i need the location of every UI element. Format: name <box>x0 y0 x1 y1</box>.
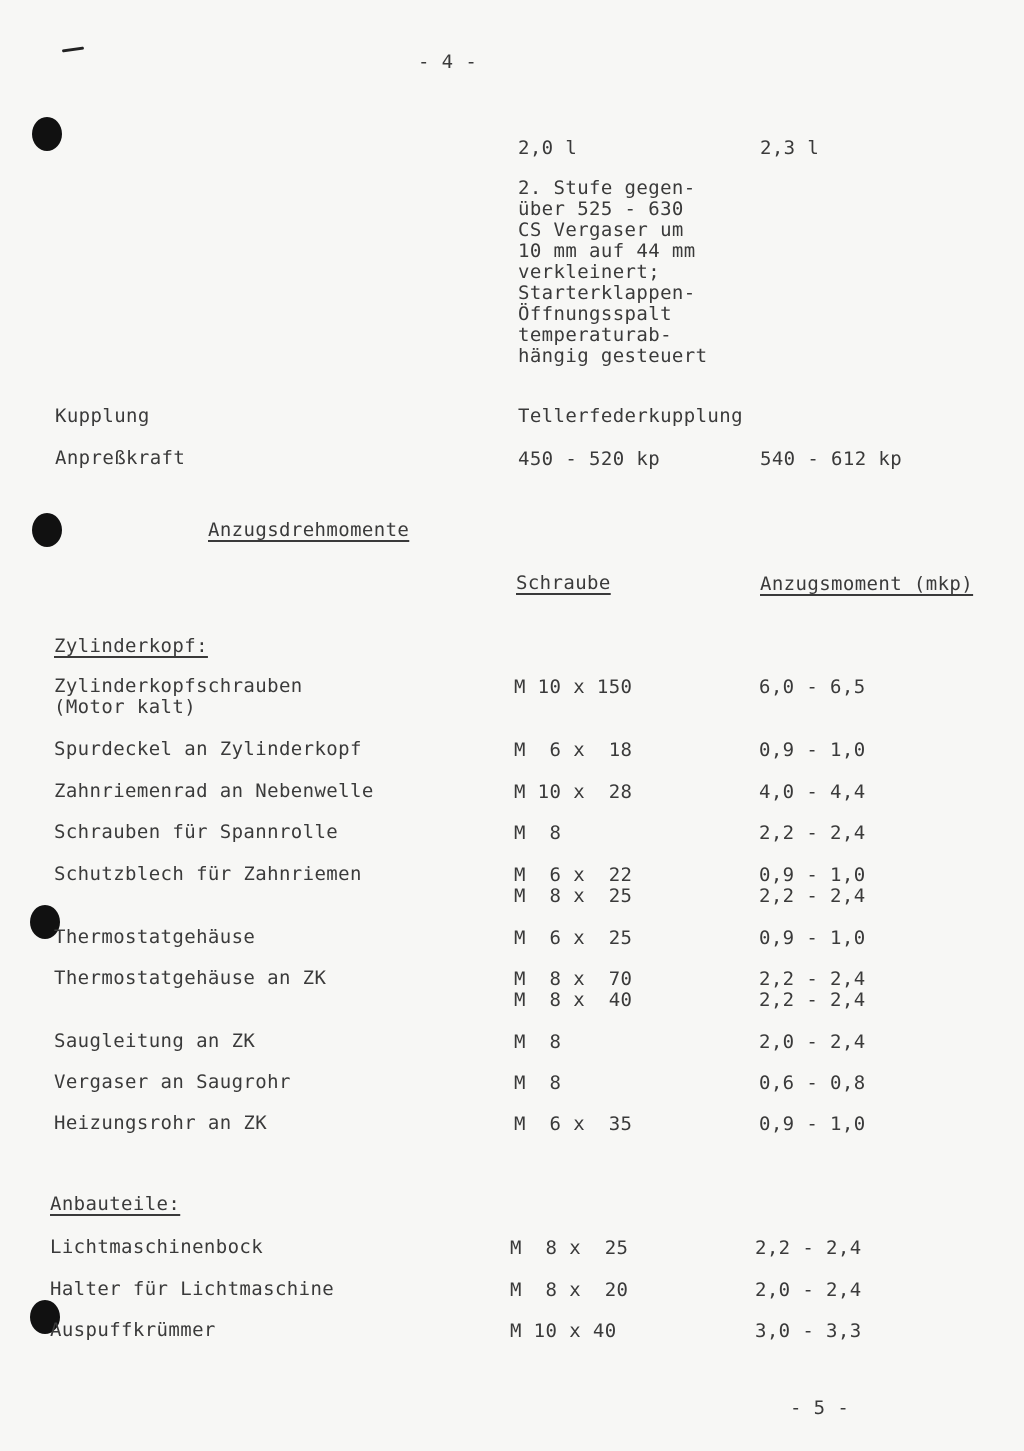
torque-value: 6,0 - 6,5 <box>759 676 866 698</box>
clutch-value: Tellerfederkupplung <box>518 405 743 427</box>
bolt-size: M 6 x 35 <box>514 1113 633 1135</box>
carburetor-note-line: verkleinert; <box>518 261 661 283</box>
torque-value: 2,2 - 2,4 <box>759 822 866 844</box>
section-title: Anbauteile: <box>50 1193 181 1215</box>
page-number: - 4 - <box>418 51 478 73</box>
force-value-2: 540 - 612 kp <box>760 448 903 470</box>
bolt-size: M 8 x 40 <box>514 989 633 1011</box>
torque-value: 2,2 - 2,4 <box>759 989 866 1011</box>
column-header-bolt: Schraube <box>516 572 611 594</box>
carburetor-note-line: Starterklappen- <box>518 282 696 304</box>
force-value-1: 450 - 520 kp <box>518 448 661 470</box>
bolt-size: M 6 x 22 <box>514 864 633 886</box>
part-name: Thermostatgehäuse an ZK <box>54 967 327 989</box>
torque-value: 0,9 - 1,0 <box>759 739 866 761</box>
bolt-size: M 10 x 40 <box>510 1320 617 1342</box>
next-page-marker: - 5 - <box>790 1397 850 1419</box>
torque-value: 2,2 - 2,4 <box>759 968 866 990</box>
torque-title: Anzugsdrehmomente <box>208 519 410 541</box>
punch-hole <box>32 513 62 547</box>
punch-hole <box>32 117 62 151</box>
part-name: Saugleitung an ZK <box>54 1030 256 1052</box>
part-name: Zahnriemenrad an Nebenwelle <box>54 780 374 802</box>
bolt-size: M 8 <box>514 1031 562 1053</box>
bolt-size: M 8 x 25 <box>514 885 633 907</box>
carburetor-note-line: 10 mm auf 44 mm <box>518 240 696 262</box>
stray-ink-mark <box>62 46 84 52</box>
torque-value: 2,2 - 2,4 <box>759 885 866 907</box>
bolt-size: M 6 x 18 <box>514 739 633 761</box>
carburetor-note-line: hängig gesteuert <box>518 345 708 367</box>
torque-value: 0,6 - 0,8 <box>759 1072 866 1094</box>
carburetor-note-line: CS Vergaser um <box>518 219 684 241</box>
torque-value: 3,0 - 3,3 <box>755 1320 862 1342</box>
bolt-size: M 10 x 28 <box>514 781 633 803</box>
part-name: Halter für Lichtmaschine <box>50 1278 335 1300</box>
column-header-torque: Anzugsmoment (mkp) <box>760 573 974 595</box>
part-name: Spurdeckel an Zylinderkopf <box>54 738 362 760</box>
torque-value: 0,9 - 1,0 <box>759 927 866 949</box>
bolt-size: M 6 x 25 <box>514 927 633 949</box>
carburetor-note-line: Öffnungsspalt <box>518 303 672 325</box>
section-title: Zylinderkopf: <box>54 635 208 657</box>
carburetor-note <box>518 178 707 367</box>
part-name: Schutzblech für Zahnriemen <box>54 863 362 885</box>
torque-value: 0,9 - 1,0 <box>759 864 866 886</box>
part-name: Heizungsrohr an ZK <box>54 1112 268 1134</box>
carburetor-note-line: temperaturab- <box>518 324 672 346</box>
part-name: Auspuffkrümmer <box>50 1319 216 1341</box>
torque-value: 4,0 - 4,4 <box>759 781 866 803</box>
torque-value: 0,9 - 1,0 <box>759 1113 866 1135</box>
bolt-size: M 8 <box>514 1072 562 1094</box>
bolt-size: M 8 x 70 <box>514 968 633 990</box>
bolt-size: M 8 x 25 <box>510 1237 629 1259</box>
torque-value: 2,0 - 2,4 <box>759 1031 866 1053</box>
torque-value: 2,2 - 2,4 <box>755 1237 862 1259</box>
part-name: Schrauben für Spannrolle <box>54 821 339 843</box>
part-name: Lichtmaschinenbock <box>50 1236 264 1258</box>
displacement-2-0: 2,0 l <box>518 137 578 159</box>
bolt-size: M 8 x 20 <box>510 1279 629 1301</box>
displacement-2-3: 2,3 l <box>760 137 820 159</box>
force-label: Anpreßkraft <box>55 447 186 469</box>
carburetor-note-line: über 525 - 630 <box>518 198 684 220</box>
bolt-size: M 10 x 150 <box>514 676 633 698</box>
part-name: Zylinderkopfschrauben <box>54 675 303 697</box>
part-name: Vergaser an Saugrohr <box>54 1071 291 1093</box>
carburetor-note-line: 2. Stufe gegen- <box>518 177 696 199</box>
part-name: Thermostatgehäuse <box>54 926 256 948</box>
bolt-size: M 8 <box>514 822 562 844</box>
clutch-label: Kupplung <box>55 405 150 427</box>
torque-value: 2,0 - 2,4 <box>755 1279 862 1301</box>
part-name: (Motor kalt) <box>54 696 197 718</box>
